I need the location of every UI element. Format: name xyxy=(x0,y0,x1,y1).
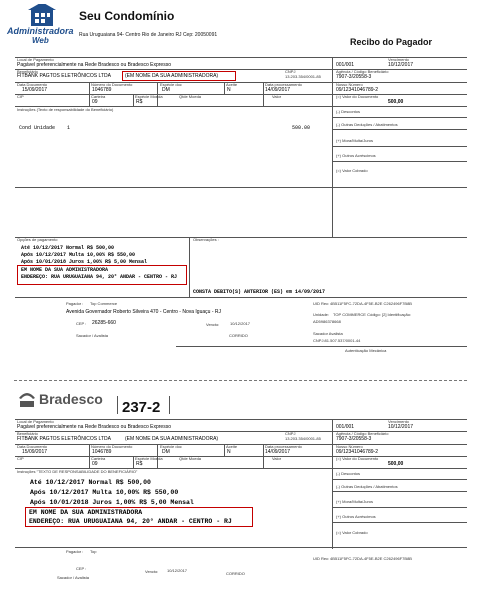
label-observacoes: Observações : xyxy=(193,237,219,242)
label-descontos: (-) Descontos xyxy=(336,109,361,114)
admin-address: ENDEREÇO: RUA URUGUAIANA 94, 20° ANDAR - CENTRO - RJ xyxy=(21,274,178,280)
local-pagamento: Pagável preferencialmente na Rede Bradesco ou Bradesco Expresso xyxy=(17,62,171,68)
label-mora-2: (+) Mora/Multa/Juros xyxy=(336,499,374,504)
bradesco-logo-icon xyxy=(17,390,37,408)
label-cip: CIP xyxy=(17,94,24,99)
sacador-cnpj: CNPJ:81.507.537/0001-44 xyxy=(313,338,361,343)
label-beneficiario-2: Beneficiário xyxy=(17,431,38,436)
label-valor-documento-2: (=) Valor do Documento xyxy=(336,456,379,461)
label-nosso-numero-2: Nosso Número xyxy=(336,444,363,449)
especie-doc-2: DM xyxy=(162,449,170,455)
label-instrucoes: Instruções (Texto de responsabilidade do Beneficiário) xyxy=(17,107,114,112)
label-local-pagamento-2: Local de Pagamento xyxy=(17,419,54,424)
vencto: 10/12/2017 xyxy=(230,321,251,326)
label-vencto-2: Vencto: xyxy=(145,569,159,574)
logo-bottom-text: Web xyxy=(32,36,49,45)
label-opcoes-pagamento: Opções de pagamento xyxy=(17,237,58,242)
label-valor-2: Valor xyxy=(272,456,282,461)
label-mora: (+) Mora/Multa/Juros xyxy=(336,138,374,143)
opcao-1: Até 10/12/2017 Normal R$ 500,00 xyxy=(21,245,115,251)
local-pagamento-2: Pagável preferencialmente na Rede Bradesco ou Bradesco Expresso xyxy=(17,424,171,430)
admin-name-2: EM NOME DA SUA ADMINISTRADORA xyxy=(29,509,143,516)
label-beneficiario: Beneficiário xyxy=(17,69,38,74)
label-qtde-moeda-2: Qtde Moeda xyxy=(179,456,202,461)
bank-name: Bradesco xyxy=(39,391,103,407)
label-uid-rec: UID Rec: xyxy=(313,301,330,306)
beneficiario-2: FITBANK PAGTOS ELETRÔNICOS LTDA xyxy=(17,436,111,442)
company-address: Rua Uruguaiana 94- Centro Rio de Janeiro RJ Cep: 20050091 xyxy=(79,32,218,38)
label-descontos-2: (-) Descontos xyxy=(336,471,361,476)
agencia: 7907-3/20558-3 xyxy=(336,74,372,80)
label-pagador: Pagador : xyxy=(66,301,84,306)
especie-code-2: 001/001 xyxy=(336,424,355,430)
aceite-2: N xyxy=(227,449,231,455)
label-outros-acrescimos: (+) Outros Acréscimos xyxy=(336,153,376,158)
corrido-2: CORRIDO xyxy=(226,571,245,576)
vencimento-2: 10/12/2017 xyxy=(388,424,414,430)
label-especie-doc: Espécie doc xyxy=(160,82,182,87)
especie-doc: DM xyxy=(162,87,170,93)
receipt-title: Recibo do Pagador xyxy=(350,37,433,47)
vencimento: 10/12/2017 xyxy=(388,62,414,68)
label-numero-documento: Número do Documento xyxy=(91,82,133,87)
especie-moeda-2: R$ xyxy=(136,461,143,467)
pagador-2: Top xyxy=(90,549,97,554)
logo-top-text: Administradora xyxy=(7,26,74,36)
label-pagador-2: Pagador : xyxy=(66,549,84,554)
valor-documento-2: 500,00 xyxy=(388,461,404,467)
label-valor-cobrado-2: (=) Valor Cobrado xyxy=(336,530,368,535)
label-data-processamento-2: Data processamento xyxy=(265,444,302,449)
nosso-numero-2: 09/12341046789-2 xyxy=(336,449,378,455)
unidade-code: AD5986378668 xyxy=(313,319,341,324)
data-processamento: 14/09/2017 xyxy=(265,87,291,93)
label-cep-2: CEP : xyxy=(76,566,87,571)
label-vencimento-2: Vencimento xyxy=(388,419,409,424)
label-aceite-2: Aceite xyxy=(226,444,238,449)
label-numero-documento-2: Número do Documento xyxy=(91,444,133,449)
label-uid-rec-2: UID Rec: xyxy=(313,556,330,561)
label-nosso-numero: Nosso Número xyxy=(336,82,363,87)
instrucao-item: Cond Unidade xyxy=(19,125,56,131)
nosso-numero: 09/12341046789-2 xyxy=(336,87,378,93)
admin-highlight-box xyxy=(122,71,236,81)
pagador-name: Top Commerce xyxy=(90,301,118,306)
data-processamento-2: 14/09/2017 xyxy=(265,449,291,455)
label-qtde-moeda: Qtde Moeda xyxy=(179,94,202,99)
company-name: Seu Condomínio xyxy=(79,9,175,23)
label-valor-documento: (=) Valor do Documento xyxy=(336,94,379,99)
carteira: 09 xyxy=(92,99,98,105)
label-cip-2: CIP xyxy=(17,456,24,461)
opcao2-1: Até 10/12/2017 Normal R$ 500,00 xyxy=(30,479,151,486)
label-outros-acrescimos-2: (+) Outros Acréscimos xyxy=(336,514,376,519)
label-outras-deducoes-2: (-) Outras Deduções / Abatimentos xyxy=(336,484,398,489)
label-cep: CEP : xyxy=(76,321,87,326)
instrucao-qtd: 1 xyxy=(67,125,71,131)
label-especie-doc-2: Espécie doc xyxy=(160,444,182,449)
label-outras-deducoes: (-) Outras Deduções / Abatimentos xyxy=(336,122,398,127)
label-cnpj-2: CNPJ xyxy=(285,431,296,436)
label-local-pagamento: Local de Pagamento xyxy=(17,57,54,62)
instrucao-valor: 500.00 xyxy=(292,125,311,131)
pagador-address: Avenida Governador Roberto Silveira 470 - Centro - Nova Iguaçu - RJ xyxy=(66,309,221,315)
unidade-text: TOP COMMERCE Código: [2] Identificação: xyxy=(333,312,412,317)
label-data-documento-2: Data Documento xyxy=(17,444,48,449)
label-valor-cobrado: (=) Valor Cobrado xyxy=(336,168,368,173)
label-sacador: Sacador / Avalista xyxy=(76,333,108,338)
label-valor: Valor xyxy=(272,94,282,99)
vencto-2: 10/12/2017 xyxy=(167,568,188,573)
label-agencia: Agência / Código Beneficiário xyxy=(336,69,389,74)
beneficiario-admin: (EM NOME DA SUA ADMINISTRADORA) xyxy=(125,73,219,79)
label-data-documento: Data Documento xyxy=(17,82,48,87)
especie-code: 001/001 xyxy=(336,62,355,68)
label-unidade: Unidade: xyxy=(313,312,330,317)
label-cnpj: CNPJ xyxy=(285,69,296,74)
carteira-2: 09 xyxy=(92,461,98,467)
numero-documento: 1046789 xyxy=(92,87,112,93)
numero-documento-2: 1046789 xyxy=(92,449,112,455)
consta-debito: CONSTA DEBITO(S) ANTERIOR (ES) em 14/09/2017 xyxy=(193,289,326,295)
corrido: CORRIDO xyxy=(229,333,248,338)
cnpj-2: 13.203.354/0001-85 xyxy=(285,436,321,441)
label-especie-moeda-2: Espécie Moeda xyxy=(135,456,163,461)
cut-line xyxy=(14,380,467,381)
admin-address-2: ENDEREÇO: RUA URUGUAIANA 94, 20° ANDAR - CENTRO - RJ xyxy=(29,518,232,525)
agencia-2: 7907-3/20558-3 xyxy=(336,436,372,442)
cep: 26285-660 xyxy=(92,320,116,326)
label-instrucoes-2: Instruções "TEXTO DE RESPONSABILIDADE DO BENEFICIÁRIO" xyxy=(17,469,138,474)
label-autenticacao: Autenticação Mecânica xyxy=(345,348,387,353)
label-aceite: Aceite xyxy=(226,82,238,87)
cnpj: 13.203.354/0001-85 xyxy=(285,74,321,79)
label-especie-moeda: Espécie Moeda xyxy=(135,94,163,99)
opcao-2: Após 10/12/2017 Multa 10,00% R$ 550,00 xyxy=(21,252,136,258)
beneficiario-admin-2: (EM NOME DA SUA ADMINISTRADORA) xyxy=(125,436,219,442)
valor-documento: 500,00 xyxy=(388,99,404,105)
data-documento: 15/09/2017 xyxy=(22,87,48,93)
label-sacador-2: Sacador / Avalista xyxy=(57,575,89,580)
bank-code: 237-2 xyxy=(122,399,161,416)
label-vencimento: Vencimento xyxy=(388,57,409,62)
label-data-processamento: Data processamento xyxy=(265,82,302,87)
opcao2-3: Após 10/01/2018 Juros 1,00% R$ 5,00 Mensal xyxy=(30,499,194,506)
label-vencto: Vencto: xyxy=(206,322,220,327)
label-carteira: Carteira xyxy=(91,94,106,99)
aceite: N xyxy=(227,87,231,93)
uid-hash: 4B511F5FC-72DA-4F5E-B2E C262496F7B8B xyxy=(330,301,412,306)
uid-hash-2: 4B511F5FC-72DA-4F5E-B2E C262496F7B8B xyxy=(330,556,412,561)
especie-moeda: R$ xyxy=(136,99,143,105)
data-documento-2: 15/09/2017 xyxy=(22,449,48,455)
opcao2-2: Após 10/12/2017 Multa 10,00% R$ 550,00 xyxy=(30,489,179,496)
label-carteira-2: Carteira xyxy=(91,456,106,461)
label-agencia-2: Agência / Código Beneficiário xyxy=(336,431,389,436)
label-sacador-cnpj: Sacador Avalista xyxy=(313,331,343,336)
beneficiario: FITBANK PAGTOS ELETRÔNICOS LTDA xyxy=(17,73,111,79)
admin-name: EM NOME DA SUA ADMINISTRADORA xyxy=(21,267,109,273)
opcao-3: Após 10/01/2018 Juros 1,00% R$ 5,00 Mensal xyxy=(21,259,148,265)
